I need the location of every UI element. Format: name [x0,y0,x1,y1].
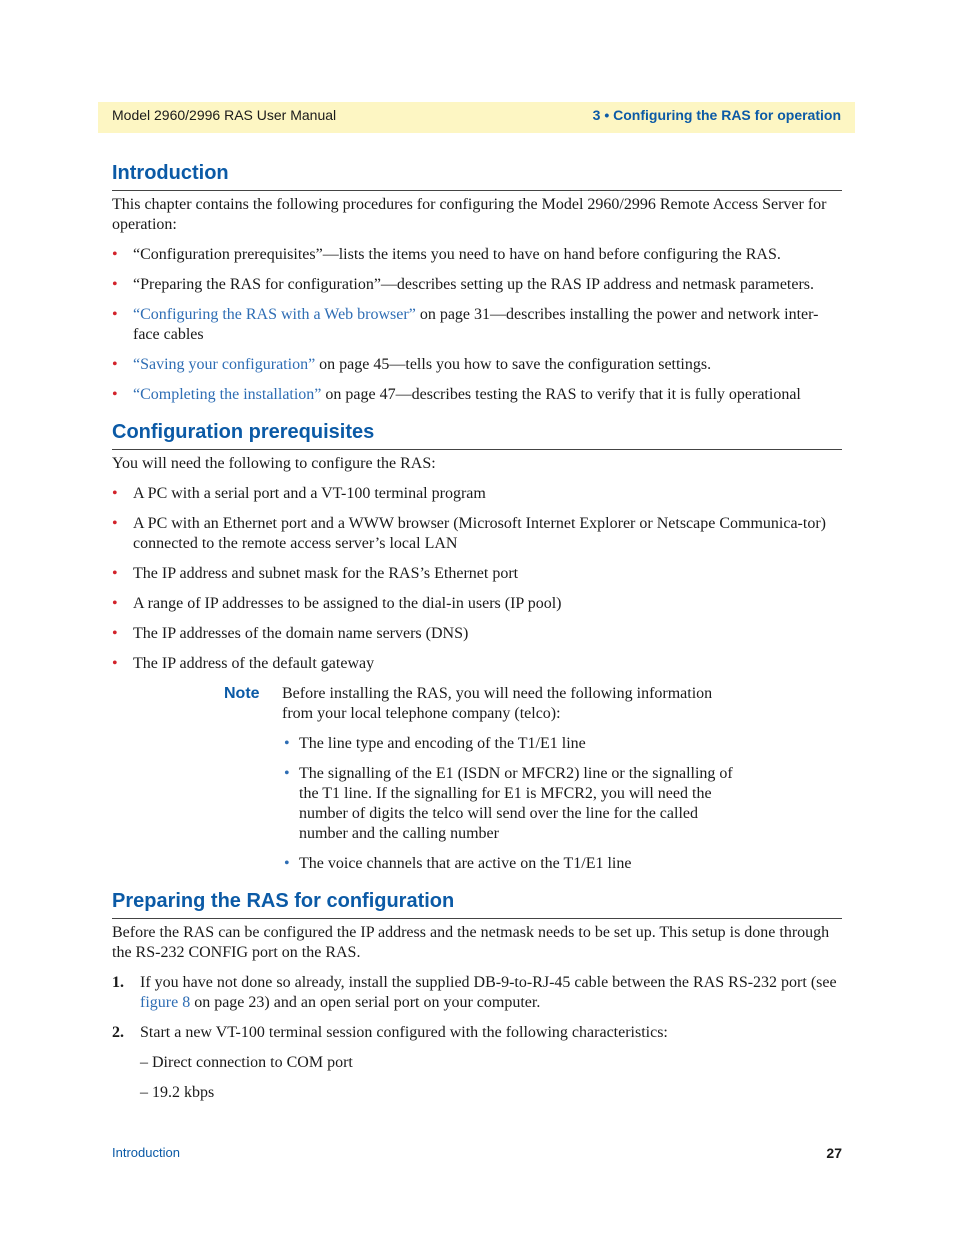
link-saving-configuration[interactable]: “Saving your configuration” [133,356,316,373]
list-item: • “Configuration prerequisites”—lists the items you need to have on hand before configuring the RAS. [112,246,781,263]
step-number: 1. [112,974,124,991]
note-bullet-list [284,734,739,874]
bullet-icon: • [112,625,118,642]
page-content [112,158,842,1103]
note-text: Before installing the RAS, you will need the following information from your local telephone company (telco): [282,685,713,722]
heading-preparing-ras: Preparing the RAS for configuration [112,886,842,919]
list-item: • The line type and encoding of the T1/E1 line [284,735,586,752]
bullet-icon: • [284,855,290,872]
list-item: • “Configuring the RAS with a Web browser” on page 31—describes installing the power and network inter-face cables [112,306,819,343]
steps-list [112,973,842,1043]
bullet-icon: • [112,276,118,293]
list-item: • “Saving your configuration” on page 45—tells you how to save the configuration settings. [112,356,712,373]
bullet-icon: • [112,565,118,582]
prerequisites-bullet-list [112,484,842,674]
list-item: – Direct connection to COM port [140,1054,353,1071]
step-number: 2. [112,1024,124,1041]
link-configuring-web-browser[interactable]: “Configuring the RAS with a Web browser” [133,306,416,323]
list-item: • A PC with a serial port and a VT-100 terminal program [112,485,486,502]
chapter-title: 3 • Configuring the RAS for operation [592,107,841,123]
list-item: • The signalling of the E1 (ISDN or MFCR2) line or the signalling of the T1 line. If the signalling for E1 is MFCR2, you will need the number of digits the telco will send over the line for the called number and the calling number [284,765,733,842]
bullet-icon: • [284,765,290,782]
bullet-icon: • [112,356,118,373]
link-figure-8[interactable]: figure 8 [140,994,191,1011]
list-item: • The voice channels that are active on the T1/E1 line [284,855,632,872]
list-item: • “Completing the installation” on page 47—describes testing the RAS to verify that it is fully operational [112,386,801,403]
bullet-icon: • [112,306,118,323]
bullet-icon: • [112,386,118,403]
step-2: 2. Start a new VT-100 terminal session configured with the following characteristics: [112,1024,668,1041]
list-item: • “Preparing the RAS for configuration”—describes setting up the RAS IP address and netmask parameters. [112,276,815,293]
running-header [98,102,855,133]
bullet-icon: • [112,655,118,672]
bullet-icon: • [112,515,118,532]
list-item: – 19.2 kbps [140,1084,215,1101]
prerequisites-intro: You will need the following to configure the RAS: [112,455,436,472]
page-number: 27 [826,1145,842,1161]
footer-section-name: Introduction [112,1145,180,1160]
preparing-intro: Before the RAS can be configured the IP address and the netmask needs to be set up. This setup is done through the RS-232 CONFIG port on the RAS. [112,924,830,961]
step-1: 1. If you have not done so already, install the supplied DB-9-to-RJ-45 cable between the RAS RS-232 port (see figure 8 on page 23) and an open serial port on your computer. [112,974,837,1011]
note-box [224,684,739,874]
list-item: • The IP address and subnet mask for the RAS’s Ethernet port [112,565,519,582]
heading-configuration-prerequisites: Configuration prerequisites [112,417,842,450]
list-item: • The IP addresses of the domain name servers (DNS) [112,625,469,642]
heading-introduction: Introduction [112,158,842,191]
manual-title: Model 2960/2996 RAS User Manual [112,107,337,123]
note-label: Note [224,685,260,702]
list-item: • A range of IP addresses to be assigned to the dial-in users (IP pool) [112,595,562,612]
list-item: • The IP address of the default gateway [112,655,375,672]
intro-paragraph: This chapter contains the following procedures for configuring the Model 2960/2996 Remote Access Server for operation: [112,196,827,233]
intro-bullet-list [112,245,842,405]
list-item: • A PC with an Ethernet port and a WWW browser (Microsoft Internet Explorer or Netscape Communica-tor) connected to the remote access server’s local LAN [112,515,826,552]
characteristics-list [140,1053,842,1103]
bullet-icon: • [284,735,290,752]
bullet-icon: • [112,246,118,263]
bullet-icon: • [112,485,118,502]
link-completing-installation[interactable]: “Completing the installation” [133,386,322,403]
bullet-icon: • [112,595,118,612]
